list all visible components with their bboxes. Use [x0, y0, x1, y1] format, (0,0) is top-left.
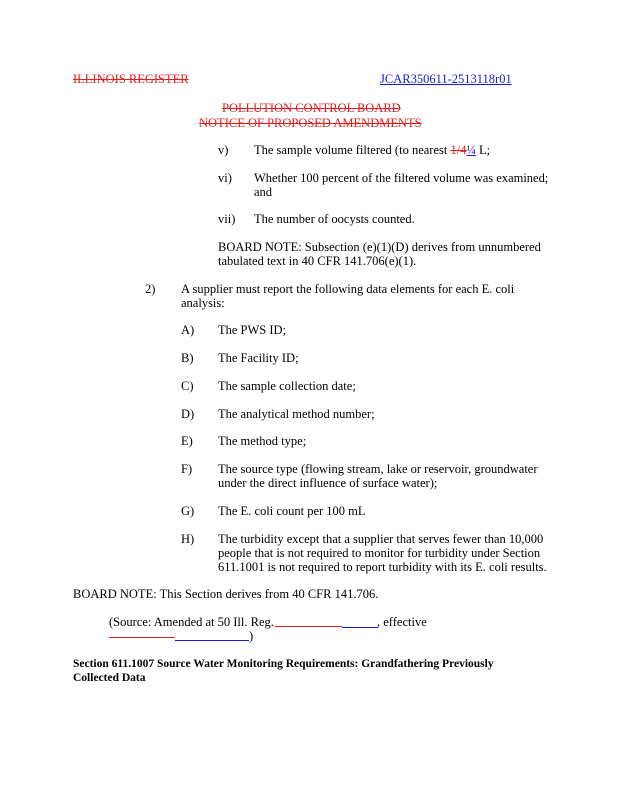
subitem-b-label: B): [181, 351, 194, 365]
board-note-1-line2: tabulated text in 40 CFR 141.706(e)(1).: [218, 254, 417, 268]
source-blank-blue-1: [342, 627, 378, 628]
source-effective: , effective: [377, 615, 427, 629]
subitem-a-text: The PWS ID;: [218, 323, 287, 337]
source-blank-blue-2: [175, 640, 249, 641]
item-2-label: 2): [145, 282, 156, 296]
board-note-2: BOARD NOTE: This Section derives from 40 CFR 141.706.: [73, 587, 379, 601]
section-heading-line2: Collected Data: [73, 672, 146, 684]
item-2-line2: analysis:: [181, 296, 225, 310]
subitem-f-line1: The source type (flowing stream, lake or reservoir, groundwater: [218, 462, 538, 476]
subitem-d-text: The analytical method number;: [218, 407, 375, 421]
register-title: ILLINOIS REGISTER: [73, 72, 189, 86]
item-v-label: v): [218, 143, 229, 157]
item-vii-label: vii): [218, 212, 236, 226]
board-note-1-line1: BOARD NOTE: Subsection (e)(1)(D) derives from unnumbered: [218, 240, 541, 254]
subitem-b-text: The Facility ID;: [218, 351, 299, 365]
item-v-deleted: 1/4: [450, 143, 467, 157]
item-v-text: [254, 143, 490, 157]
subitem-d-label: D): [181, 407, 195, 421]
item-v-text-a: The sample volume filtered (: [254, 143, 400, 157]
item-vii-text: The number of oocysts counted.: [254, 212, 415, 226]
source-blank-red-2: [109, 637, 175, 638]
item-2-line1: A supplier must report the following data elements for each E. coli: [181, 282, 515, 296]
subitem-h-label: H): [181, 532, 195, 546]
subitem-h-line3: 611.1001 is not required to report turbidity with its E. coli results.: [218, 560, 547, 574]
subitem-c-label: C): [181, 379, 194, 393]
subitem-f-label: F): [181, 462, 193, 476]
subitem-g-text: The E. coli count per 100 mL: [218, 504, 366, 518]
source-close: ): [249, 629, 254, 643]
subitem-f-line2: under the direct influence of surface water);: [218, 476, 438, 490]
subitem-a-label: A): [181, 323, 195, 337]
subitem-e-text: The method type;: [218, 434, 307, 448]
source-blank-red-1: [275, 626, 342, 627]
board-title: POLLUTION CONTROL BOARD: [222, 101, 401, 115]
subitem-h-line2: people that is not required to monitor for turbidity under Section: [218, 546, 541, 560]
item-v-inserted: ¼: [466, 143, 476, 157]
item-v-text-c: L;: [475, 143, 491, 157]
source-prefix: (Source: Amended at 50 Ill. Reg.: [109, 615, 274, 629]
section-heading-line1: Section 611.1007 Source Water Monitoring Requirements: Grandfathering Previously: [73, 658, 494, 670]
jcar-reference: JCAR350611-2513118r01: [380, 72, 512, 86]
item-v-text-b: to nearest: [399, 143, 451, 157]
subitem-c-text: The sample collection date;: [218, 379, 356, 393]
subitem-e-label: E): [181, 434, 193, 448]
subitem-h-line1: The turbidity except that a supplier that serves fewer than 10,000: [218, 532, 544, 546]
item-vi-line2: and: [254, 185, 273, 199]
item-vi-label: vi): [218, 171, 232, 185]
item-vi-line1: Whether 100 percent of the filtered volume was examined;: [254, 171, 549, 185]
subitem-g-label: G): [181, 504, 195, 518]
notice-title: NOTICE OF PROPOSED AMENDMENTS: [199, 116, 422, 130]
